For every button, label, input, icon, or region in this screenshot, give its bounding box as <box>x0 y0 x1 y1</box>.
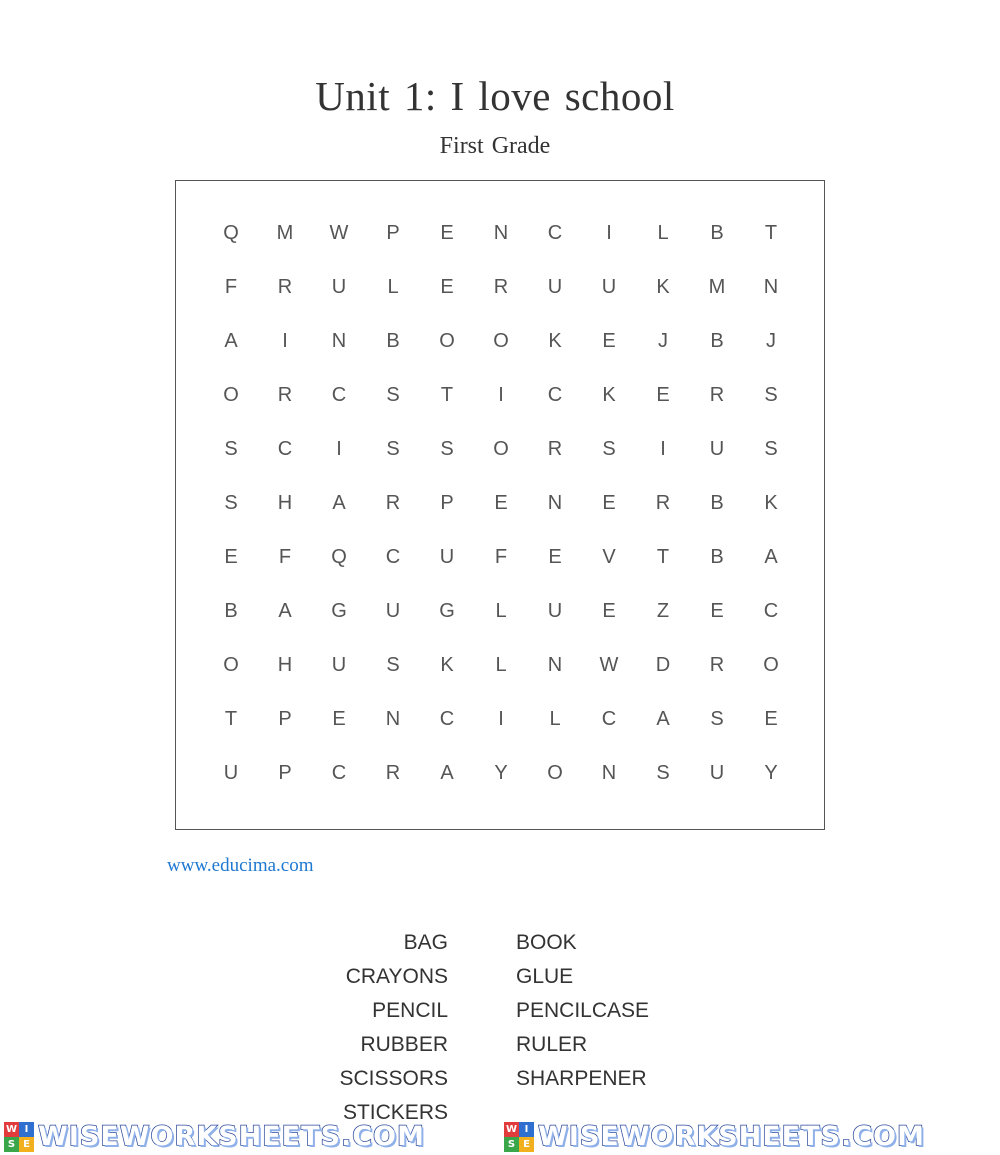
grid-letter: R <box>493 275 509 298</box>
grid-letter: S <box>656 761 670 784</box>
grid-letter: U <box>331 653 347 676</box>
grid-letter: B <box>710 545 724 568</box>
grid-letter: E <box>710 599 724 622</box>
grid-letter: P <box>440 491 454 514</box>
grid-letter: L <box>495 653 507 676</box>
logo-letter: W <box>505 1123 518 1135</box>
grid-letter: R <box>385 491 401 514</box>
grid-letter: Q <box>331 545 347 568</box>
word-list-item: GLUE <box>516 965 574 988</box>
logo-letter: S <box>504 1137 519 1152</box>
grid-letter: N <box>331 329 347 352</box>
grid-letter: R <box>655 491 671 514</box>
grid-letter: E <box>548 545 562 568</box>
grid-letter: D <box>655 653 671 676</box>
grid-letter: S <box>764 437 778 460</box>
grid-letter: N <box>385 707 401 730</box>
grid-letter: J <box>658 329 668 352</box>
grid-letter: S <box>440 437 454 460</box>
grid-letter: I <box>336 437 342 460</box>
grid-letter: N <box>547 491 563 514</box>
grid-letter: L <box>657 221 669 244</box>
word-list-item: BAG <box>403 931 448 954</box>
word-list-item: PENCIL <box>372 999 448 1022</box>
grid-letter: F <box>224 275 238 298</box>
grid-letter: U <box>709 761 725 784</box>
grid-letter: N <box>763 275 779 298</box>
grid-letter: R <box>709 383 725 406</box>
grid-letter: H <box>277 653 293 676</box>
grid-letter: S <box>386 383 400 406</box>
grid-letter: E <box>332 707 346 730</box>
logo-letter: E <box>519 1137 534 1152</box>
grid-letter: N <box>547 653 563 676</box>
word-list-item: PENCILCASE <box>516 999 650 1022</box>
word-list-right-column <box>516 926 716 1096</box>
word-list-item: CRAYONS <box>345 965 448 988</box>
grid-letter: U <box>385 599 401 622</box>
grid-letter: O <box>223 653 239 676</box>
grid-letter: E <box>440 275 454 298</box>
grid-letter: O <box>223 383 239 406</box>
grid-letter: C <box>763 599 779 622</box>
grid-letter: K <box>548 329 562 352</box>
grid-letter: E <box>602 329 616 352</box>
wiseworksheets-logo-icon <box>4 1122 34 1152</box>
logo-letter: W <box>5 1123 18 1135</box>
wiseworksheets-logo-icon <box>504 1122 534 1152</box>
word-list-item: SHARPENER <box>516 1067 647 1090</box>
grid-letter: T <box>764 221 778 244</box>
word-list-item: BOOK <box>516 931 577 954</box>
grid-letter: B <box>710 221 724 244</box>
grid-letter: C <box>601 707 617 730</box>
grid-letter: I <box>606 221 612 244</box>
grid-letter: P <box>278 707 292 730</box>
grid-letter: G <box>331 599 347 622</box>
grid-letter: A <box>278 599 292 622</box>
grid-letter: H <box>277 491 293 514</box>
grid-letter: A <box>440 761 454 784</box>
grid-letter: A <box>332 491 346 514</box>
grid-letter: U <box>547 275 563 298</box>
worksheet-title: Unit 1: I love school <box>315 73 675 119</box>
grid-letter: I <box>660 437 666 460</box>
grid-letter: P <box>386 221 400 244</box>
grid-letter: R <box>547 437 563 460</box>
letter-grid <box>204 206 798 800</box>
grid-letter: P <box>278 761 292 784</box>
grid-letter: Y <box>494 761 508 784</box>
grid-letter: F <box>278 545 292 568</box>
grid-letter: F <box>494 545 508 568</box>
grid-letter: T <box>224 707 238 730</box>
grid-letter: C <box>439 707 455 730</box>
grid-letter: E <box>494 491 508 514</box>
word-list-item: STICKERS <box>342 1101 448 1124</box>
grid-letter: O <box>547 761 563 784</box>
grid-letter: Y <box>764 761 778 784</box>
grid-letter: C <box>277 437 293 460</box>
grid-letter: I <box>498 383 504 406</box>
grid-letter: S <box>602 437 616 460</box>
grid-letter: S <box>386 437 400 460</box>
grid-letter: B <box>386 329 400 352</box>
grid-letter: U <box>331 275 347 298</box>
grid-letter: A <box>224 329 238 352</box>
grid-letter: A <box>764 545 778 568</box>
grid-letter: G <box>439 599 455 622</box>
grid-letter: S <box>224 491 238 514</box>
grid-letter: W <box>329 221 349 244</box>
wiseworksheets-banner <box>0 1118 1000 1155</box>
grid-letter: O <box>763 653 779 676</box>
grid-letter: T <box>440 383 454 406</box>
grid-letter: M <box>708 275 726 298</box>
word-list-item: SCISSORS <box>339 1067 448 1090</box>
grid-letter: S <box>224 437 238 460</box>
grid-letter: E <box>602 491 616 514</box>
grid-letter: Q <box>223 221 239 244</box>
word-list-left-column <box>300 926 448 1130</box>
logo-letter: S <box>4 1137 19 1152</box>
grid-letter: U <box>223 761 239 784</box>
logo-letter: I <box>19 1122 34 1137</box>
grid-letter: I <box>282 329 288 352</box>
grid-letter: W <box>599 653 619 676</box>
word-list-item: RUBBER <box>360 1033 448 1056</box>
grid-letter: E <box>440 221 454 244</box>
grid-letter: C <box>331 383 347 406</box>
grid-letter: S <box>710 707 724 730</box>
grid-letter: M <box>276 221 294 244</box>
grid-letter: L <box>549 707 561 730</box>
grid-letter: B <box>710 329 724 352</box>
grid-letter: R <box>709 653 725 676</box>
banner-segment <box>504 1118 925 1155</box>
grid-letter: S <box>764 383 778 406</box>
grid-letter: K <box>440 653 454 676</box>
grid-letter: L <box>387 275 399 298</box>
worksheet-subtitle: First Grade <box>439 133 551 159</box>
grid-letter: Z <box>656 599 670 622</box>
grid-letter: O <box>439 329 455 352</box>
grid-letter: B <box>224 599 238 622</box>
logo-letter: I <box>519 1122 534 1137</box>
grid-letter: S <box>386 653 400 676</box>
grid-letter: R <box>385 761 401 784</box>
grid-letter: K <box>656 275 670 298</box>
grid-letter: R <box>277 275 293 298</box>
grid-letter: K <box>764 491 778 514</box>
grid-letter: U <box>439 545 455 568</box>
grid-letter: U <box>601 275 617 298</box>
banner-text: WISEWORKSHEETS.COM <box>538 1121 925 1152</box>
grid-letter: C <box>547 221 563 244</box>
banner-text: WISEWORKSHEETS.COM <box>38 1121 425 1152</box>
grid-letter: O <box>493 437 509 460</box>
grid-letter: K <box>602 383 616 406</box>
grid-letter: J <box>766 329 776 352</box>
grid-letter: L <box>495 599 507 622</box>
banner-segment <box>4 1118 425 1155</box>
grid-letter: C <box>385 545 401 568</box>
grid-letter: A <box>656 707 670 730</box>
grid-letter: E <box>602 599 616 622</box>
grid-letter: E <box>656 383 670 406</box>
educima-link[interactable]: www.educima.com <box>167 855 314 876</box>
grid-letter: E <box>764 707 778 730</box>
grid-letter: I <box>498 707 504 730</box>
word-search-puzzle <box>175 180 825 830</box>
grid-letter: C <box>331 761 347 784</box>
grid-letter: C <box>547 383 563 406</box>
grid-letter: U <box>709 437 725 460</box>
grid-letter: U <box>547 599 563 622</box>
logo-letter: E <box>19 1137 34 1152</box>
grid-letter: B <box>710 491 724 514</box>
grid-letter: T <box>656 545 670 568</box>
grid-letter: N <box>493 221 509 244</box>
grid-letter: E <box>224 545 238 568</box>
grid-letter: N <box>601 761 617 784</box>
word-list-item: RULER <box>516 1033 588 1056</box>
grid-letter: V <box>602 545 616 568</box>
grid-letter: R <box>277 383 293 406</box>
grid-letter: O <box>493 329 509 352</box>
